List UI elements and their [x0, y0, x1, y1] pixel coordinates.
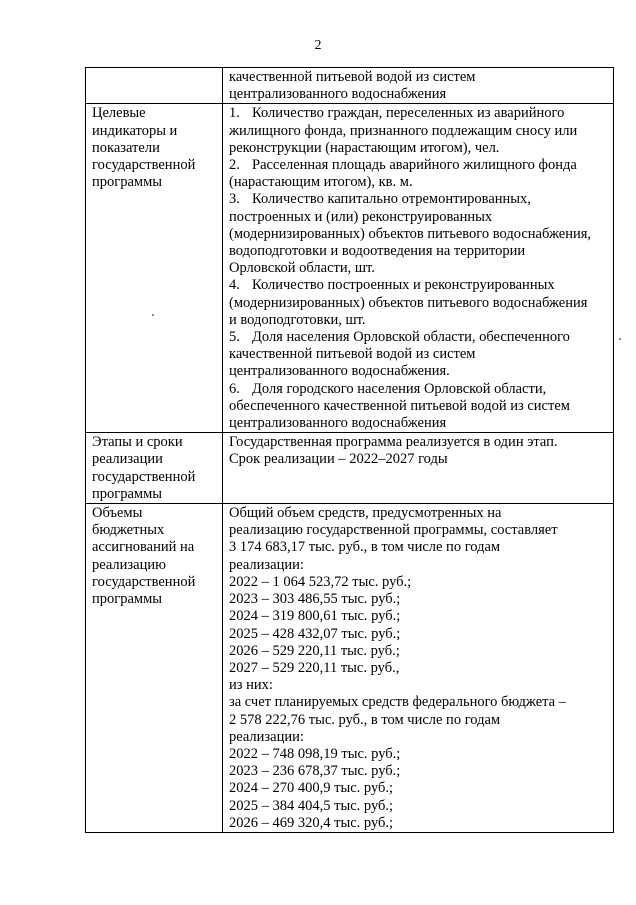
value-line: из них:: [229, 677, 273, 694]
item-number: 2.: [229, 157, 240, 174]
value-line: Государственная программа реализуется в один этап.: [229, 434, 558, 451]
row-label-cell: [86, 68, 223, 104]
value-line: Общий объем средств, предусмотренных на: [229, 505, 502, 522]
numbered-item: [229, 277, 611, 294]
value-line: водоподготовки и водоотведения на территории: [229, 243, 526, 260]
item-text: Доля населения Орловской области, обеспеченного: [252, 329, 570, 346]
label-line: программы: [92, 485, 162, 502]
page-number: 2: [314, 38, 322, 53]
target-indicators-row: [86, 104, 614, 433]
value-line: централизованного водоснабжения.: [229, 363, 450, 380]
numbered-item: [229, 105, 611, 122]
value-line: реализацию государственной программы, составляет: [229, 522, 558, 539]
program-passport-table: [85, 67, 614, 833]
value-line: реконструкции (нарастающим итогом), чел.: [229, 139, 500, 156]
label-line: реализации: [92, 451, 163, 468]
item-number: 6.: [229, 380, 240, 397]
value-line: за счет планируемых средств федерального бюджета –: [229, 694, 566, 711]
row-value-cell: [223, 104, 614, 433]
value-line: 2025 – 384 404,5 тыс. руб.;: [229, 797, 394, 814]
item-number: 5.: [229, 329, 240, 346]
value-line: 2 578 222,76 тыс. руб., в том числе по годам: [229, 711, 501, 728]
item-text: Количество граждан, переселенных из аварийного: [252, 105, 565, 122]
value-line: 2026 – 469 320,4 тыс. руб.;: [229, 814, 394, 831]
label-line: индикаторы и: [92, 122, 178, 139]
label-line: Этапы и сроки: [92, 434, 183, 451]
label-line: государственной: [92, 573, 196, 590]
value-line: 2024 – 270 400,9 тыс. руб.;: [229, 780, 394, 797]
numbered-item: [229, 329, 611, 346]
label-line: бюджетных: [92, 522, 165, 539]
numbered-item: [229, 381, 611, 398]
label-line: программы: [92, 174, 162, 191]
label-line: показатели: [92, 139, 160, 156]
continuation-row: [86, 68, 614, 104]
value-line: (модернизированных) объектов питьевого водоснабжения,: [229, 225, 592, 242]
row-value-cell: [223, 433, 614, 504]
label-line: Объемы: [92, 505, 143, 522]
numbered-item: [229, 191, 611, 208]
item-text: Количество построенных и реконструированных: [252, 277, 555, 294]
numbered-item: [229, 157, 611, 174]
stages-terms-row: [86, 433, 614, 504]
row-value-cell: [223, 68, 614, 104]
row-value-cell: [223, 504, 614, 833]
budget-allocations-row: [86, 504, 614, 833]
value-line: и водоподготовки, шт.: [229, 311, 366, 328]
value-line: 2023 – 303 486,55 тыс. руб.;: [229, 591, 401, 608]
value-line: реализации:: [229, 728, 304, 745]
row-label-cell: [86, 504, 223, 833]
label-line: государственной: [92, 157, 196, 174]
item-text: Расселенная площадь аварийного жилищного фонда: [252, 157, 577, 174]
value-line: централизованного водоснабжения: [229, 415, 447, 432]
value-line: жилищного фонда, признанного подлежащим сносу или: [229, 122, 578, 139]
label-line: реализацию: [92, 556, 166, 573]
value-line: построенных и (или) реконструированных: [229, 208, 493, 225]
value-line: 2022 – 748 098,19 тыс. руб.;: [229, 745, 401, 762]
value-line: Срок реализации – 2022–2027 годы: [229, 451, 448, 468]
value-line: реализации:: [229, 556, 304, 573]
item-number: 1.: [229, 105, 240, 122]
value-line: централизованного водоснабжения: [229, 86, 447, 103]
label-line: государственной: [92, 468, 196, 485]
value-line: качественной питьевой водой из систем: [229, 69, 476, 85]
value-line: 3 174 683,17 тыс. руб., в том числе по годам: [229, 539, 501, 556]
value-line: 2022 – 1 064 523,72 тыс. руб.;: [229, 573, 412, 590]
item-text: Количество капитально отремонтированных,: [252, 191, 531, 208]
value-line: Орловской области, шт.: [229, 260, 375, 277]
label-line: Целевые: [92, 105, 146, 122]
value-line: 2025 – 428 432,07 тыс. руб.;: [229, 625, 401, 642]
value-line: 2023 – 236 678,37 тыс. руб.;: [229, 763, 401, 780]
value-line: 2026 – 529 220,11 тыс. руб.;: [229, 642, 400, 659]
value-line: обеспеченного качественной питьевой водой из систем: [229, 397, 570, 414]
value-line: 2027 – 529 220,11 тыс. руб.,: [229, 659, 400, 676]
value-line: (нарастающим итогом), кв. м.: [229, 174, 413, 191]
item-text: Доля городского населения Орловской области,: [252, 380, 547, 397]
item-number: 3.: [229, 191, 240, 208]
value-line: 2024 – 319 800,61 тыс. руб.;: [229, 608, 401, 625]
item-number: 4.: [229, 277, 240, 294]
scan-speck: [152, 314, 154, 316]
label-line: программы: [92, 591, 162, 608]
scan-speck: [619, 338, 621, 340]
value-line: (модернизированных) объектов питьевого водоснабжения: [229, 294, 588, 311]
row-label-cell: [86, 433, 223, 504]
row-label-cell: [86, 104, 223, 433]
value-line: качественной питьевой водой из систем: [229, 346, 476, 363]
label-line: ассигнований на: [92, 539, 195, 556]
